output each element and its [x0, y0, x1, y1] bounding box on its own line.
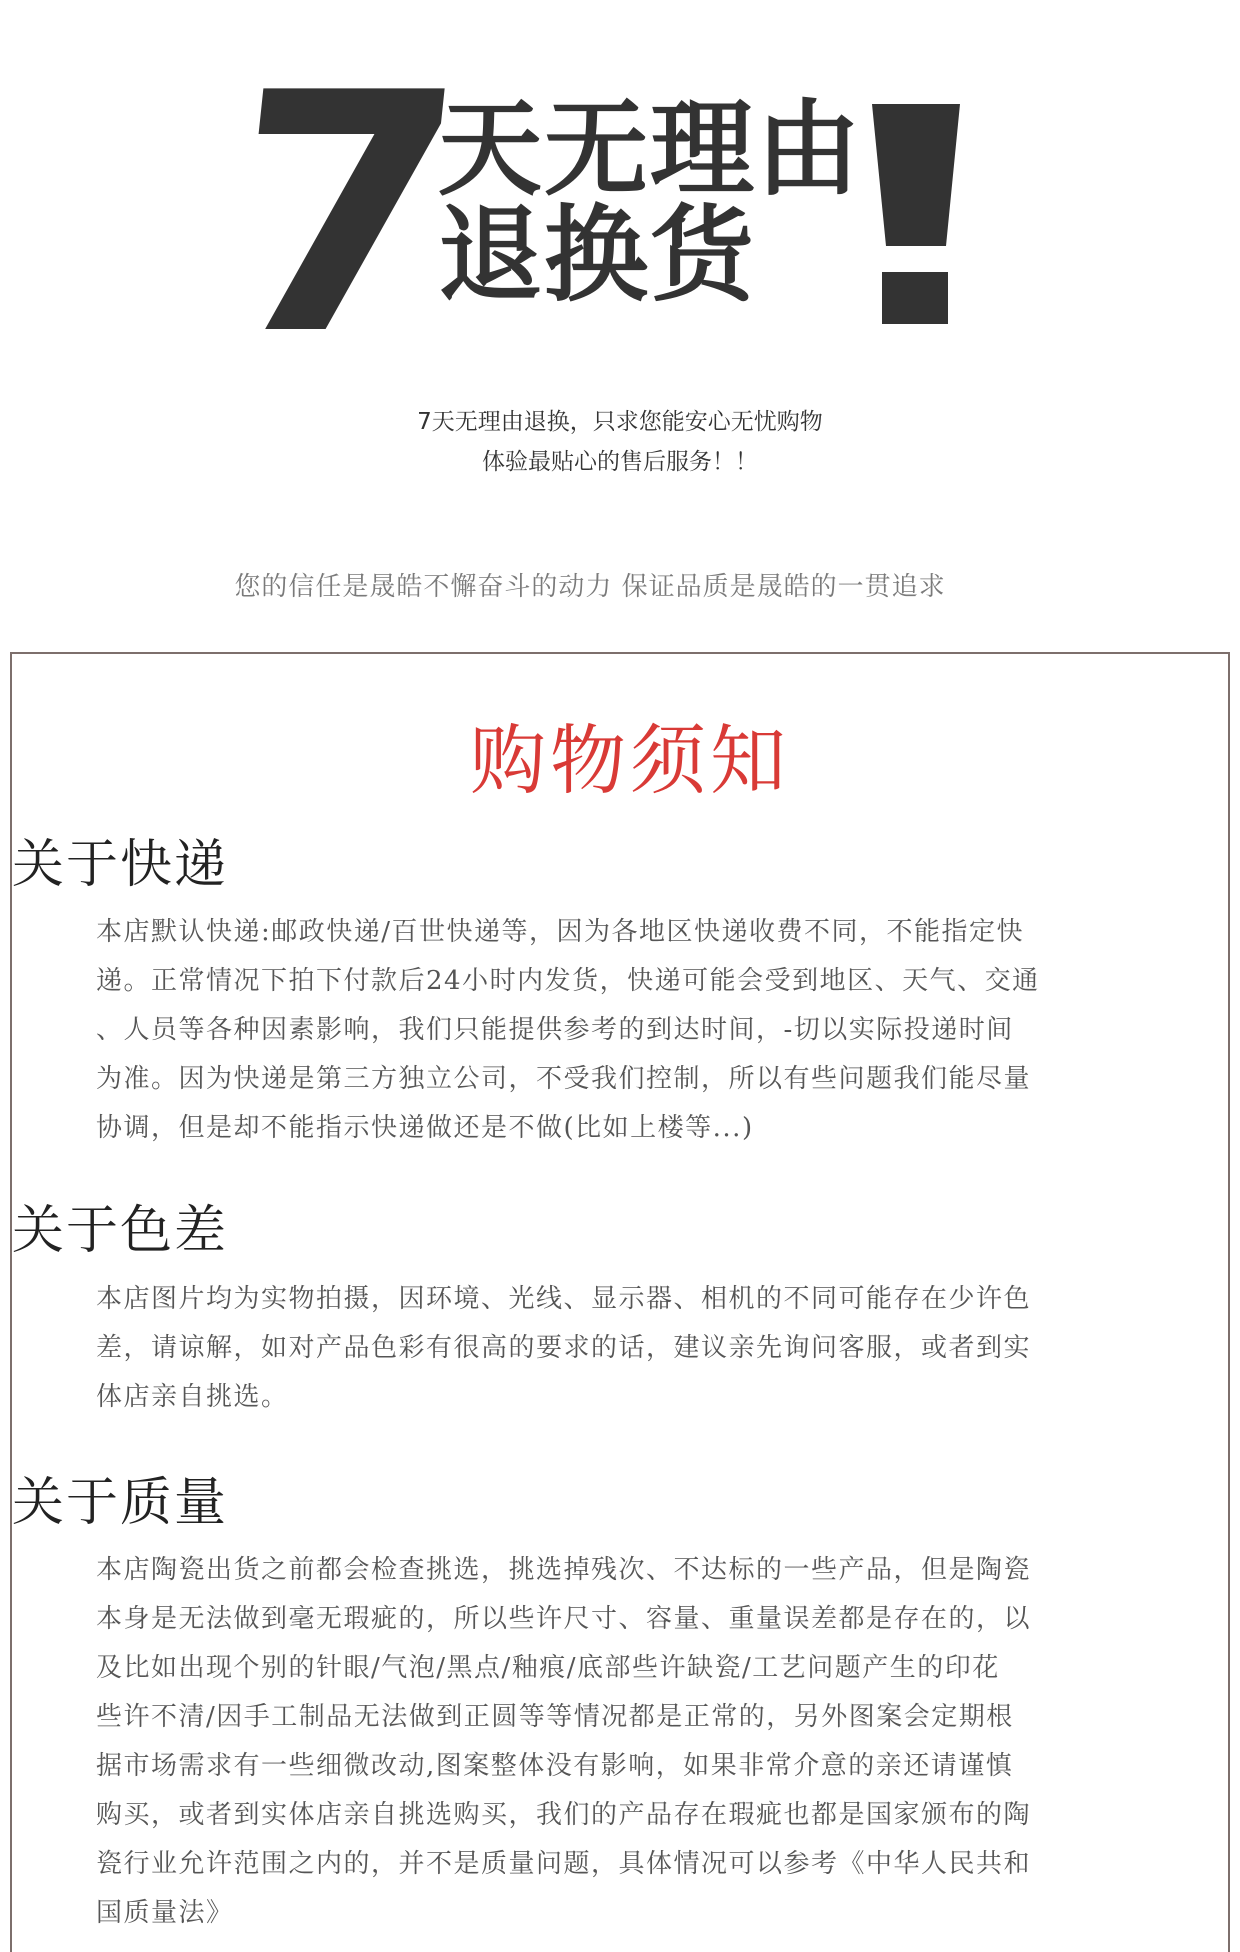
text-line: 国质量法》: [96, 1898, 234, 1928]
return-policy-banner: [0, 0, 1240, 640]
text-line: 差，请谅解，如对产品色彩有很高的要求的话，建议亲先询问客服，或者到实: [96, 1333, 1032, 1363]
text-line: 本店默认快递:邮政快递/百世快递等，因为各地区快递收费不同，不能指定快: [96, 917, 1025, 947]
section-heading-quality: 关于质量: [12, 1473, 229, 1533]
exclamation-icon: [864, 104, 960, 326]
text-line: 些许不清/因手工制品无法做到正圆等等情况都是正常的，另外图案会定期根: [96, 1702, 1014, 1732]
text-line: 为准。因为快递是第三方独立公司，不受我们控制，所以有些问题我们能尽量: [96, 1064, 1032, 1094]
section-body-color: [96, 1275, 1156, 1422]
text-line: 瓷行业允许范围之内的，并不是质量问题，具体情况可以参考《中华人民共和: [96, 1849, 1032, 1879]
headline-line-1: 天无理由: [438, 88, 863, 210]
text-line: 、人员等各种因素影响，我们只能提供参考的到达时间，-切以实际投递时间: [96, 1015, 1014, 1045]
seven-number: 7: [207, 23, 478, 407]
text-line: 协调，但是却不能指示快递做还是不做(比如上楼等...): [96, 1113, 754, 1143]
text-line: 本身是无法做到毫无瑕疵的，所以些许尺寸、容量、重量误差都是存在的，以: [96, 1604, 1032, 1634]
headline-line-2: 退换货: [438, 194, 757, 316]
hero-subtext: [0, 402, 1240, 482]
text-line: 体店亲自挑选。: [96, 1382, 289, 1412]
section-body-delivery: [96, 908, 1156, 1153]
text-line: 购买，或者到实体店亲自挑选购买，我们的产品存在瑕疵也都是国家颁布的陶: [96, 1800, 1032, 1830]
section-heading-color: 关于色差: [12, 1201, 229, 1261]
text-line: 本店图片均为实物拍摄，因环境、光线、显示器、相机的不同可能存在少许色: [96, 1284, 1032, 1314]
section-heading-delivery: 关于快递: [12, 835, 229, 895]
section-body-quality: [96, 1546, 1156, 1938]
hero-subtext-line-2: 体验最贴心的售后服务！！: [482, 449, 758, 475]
notice-title: 购物须知: [470, 716, 790, 805]
hero-subtext-line-1: 7天无理由退换，只求您能安心无忧购物: [417, 409, 823, 435]
text-line: 及比如出现个别的针眼/气泡/黑点/釉痕/底部些许缺瓷/工艺问题产生的印花: [96, 1653, 1000, 1683]
text-line: 递。正常情况下拍下付款后24小时内发货，快递可能会受到地区、天气、交通: [96, 966, 1040, 996]
brand-tagline: 您的信任是晟皓不懈奋斗的动力 保证品质是晟皓的一贯追求: [234, 572, 946, 602]
text-line: 本店陶瓷出货之前都会检查挑选，挑选掉残次、不达标的一些产品，但是陶瓷: [96, 1555, 1032, 1585]
headline: [438, 88, 863, 316]
text-line: 据市场需求有一些细微改动,图案整体没有影响，如果非常介意的亲还请谨慎: [96, 1751, 1014, 1781]
